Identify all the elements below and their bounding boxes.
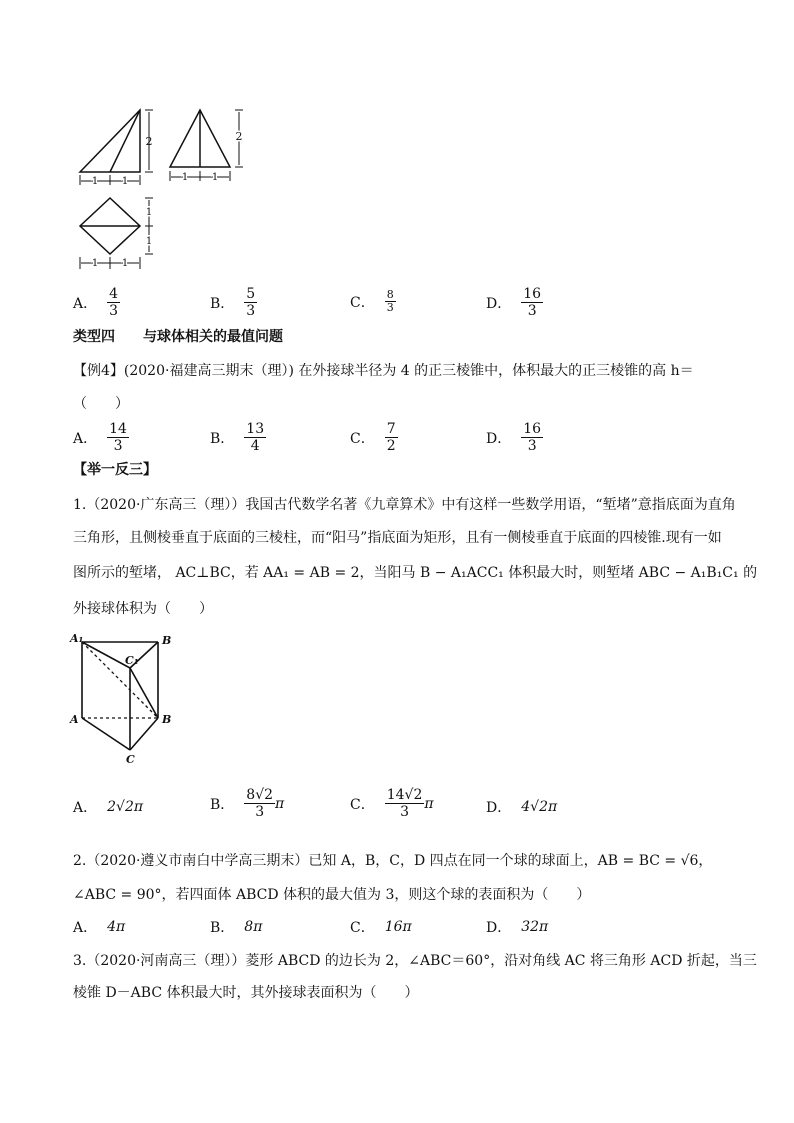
ex4-option-a[interactable]: A． $\frac{14}{3}$	[73, 421, 127, 454]
q0-option-d[interactable]: D． $\frac{16}{3}$	[486, 286, 542, 319]
ex4-option-b[interactable]: B． $\frac{13}{4}$	[210, 421, 265, 454]
p2-option-c[interactable]: C． 16π	[350, 919, 412, 936]
svg-text:1: 1	[145, 236, 153, 247]
p3-line1: 3.（2020·河南高三（理））菱形 ABCD 的边长为 2，∠ABC＝60°，沿对角线 AC 将三角形 ACD 折起，当三	[73, 953, 757, 969]
label-c: C	[126, 753, 135, 765]
front-height-label: 2	[145, 135, 153, 148]
p3-line2: 棱锥 D－ABC 体积最大时，其外接球表面积为（ ）	[73, 985, 419, 1001]
p2-line1: 2.（2020·遵义市南白中学高三期末）已知 A，B，C，D 四点在同一个球的球面上，AB = BC = √6，	[73, 853, 713, 869]
p2-option-b[interactable]: B． 8π	[210, 919, 263, 936]
label-c1: C₁	[125, 654, 139, 667]
label-b: B	[162, 713, 172, 726]
section-title: 类型四 与球体相关的最值问题	[73, 329, 283, 345]
p2-line2: ∠ABC = 90°，若四面体 ABCD 体积的最大值为 3，则这个球的表面积为（ ）	[73, 887, 591, 903]
svg-text:1: 1	[91, 258, 99, 269]
label-b1: B	[162, 634, 172, 647]
q0-option-c[interactable]: C． $\frac{8}{3}$	[350, 288, 394, 314]
svg-text:1: 1	[145, 207, 153, 218]
svg-text:1: 1	[121, 176, 129, 187]
p1-line4: 外接球体积为（ ）	[73, 601, 213, 617]
p1-line2: 三角形，且侧棱垂直于底面的三棱柱，而“阳马”指底面为矩形，且有一侧棱垂直于底面的四棱锥.现有一如	[73, 530, 722, 546]
svg-text:1: 1	[121, 258, 129, 269]
label-a: A	[70, 713, 79, 726]
p2-option-d[interactable]: D． 32π	[486, 919, 549, 936]
p1-option-b[interactable]: B． $\frac{8√2}{3}$ π	[210, 787, 285, 820]
p1-line3: 图所示的堑堵， AC⊥BC，若 AA₁ = AB = 2，当阳马 B − A₁ACC₁ 体积最大时，则堑堵 ABC − A₁B₁C₁ 的	[73, 565, 758, 581]
p1-option-c[interactable]: C． $\frac{14√2}{3}$ π	[350, 787, 434, 820]
label-a1: A₁	[70, 632, 84, 645]
ex4-option-c[interactable]: C． $\frac{7}{2}$	[350, 421, 396, 454]
svg-text:1: 1	[91, 176, 99, 187]
example4-blank: （ ）	[73, 396, 129, 412]
example4-stem: 【例4】(2020·福建高三期末（理）) 在外接球半径为 4 的正三棱锥中，体积最大的正三棱锥的高 h＝	[73, 363, 694, 379]
svg-text:1: 1	[181, 172, 189, 183]
p1-option-a[interactable]: A． 2√2π	[73, 799, 144, 816]
p1-line1: 1.（2020·广东高三（理））我国古代数学名著《九章算术》中有这样一些数学用语，“堑堵”意指底面为直角	[73, 497, 736, 513]
juyi-title: 【举一反三】	[73, 462, 157, 478]
svg-text:1: 1	[211, 172, 219, 183]
q0-option-b[interactable]: B． $\frac{5}{3}$	[210, 286, 256, 319]
ex4-option-d[interactable]: D． $\frac{16}{3}$	[486, 421, 542, 454]
three-view-figure	[75, 105, 245, 275]
p2-option-a[interactable]: A． 4π	[73, 919, 126, 936]
q0-option-a[interactable]: A． $\frac{4}{3}$	[73, 286, 119, 319]
svg-text:2: 2	[235, 130, 243, 143]
p1-option-d[interactable]: D． 4√2π	[486, 799, 558, 816]
prism-figure	[68, 630, 188, 765]
